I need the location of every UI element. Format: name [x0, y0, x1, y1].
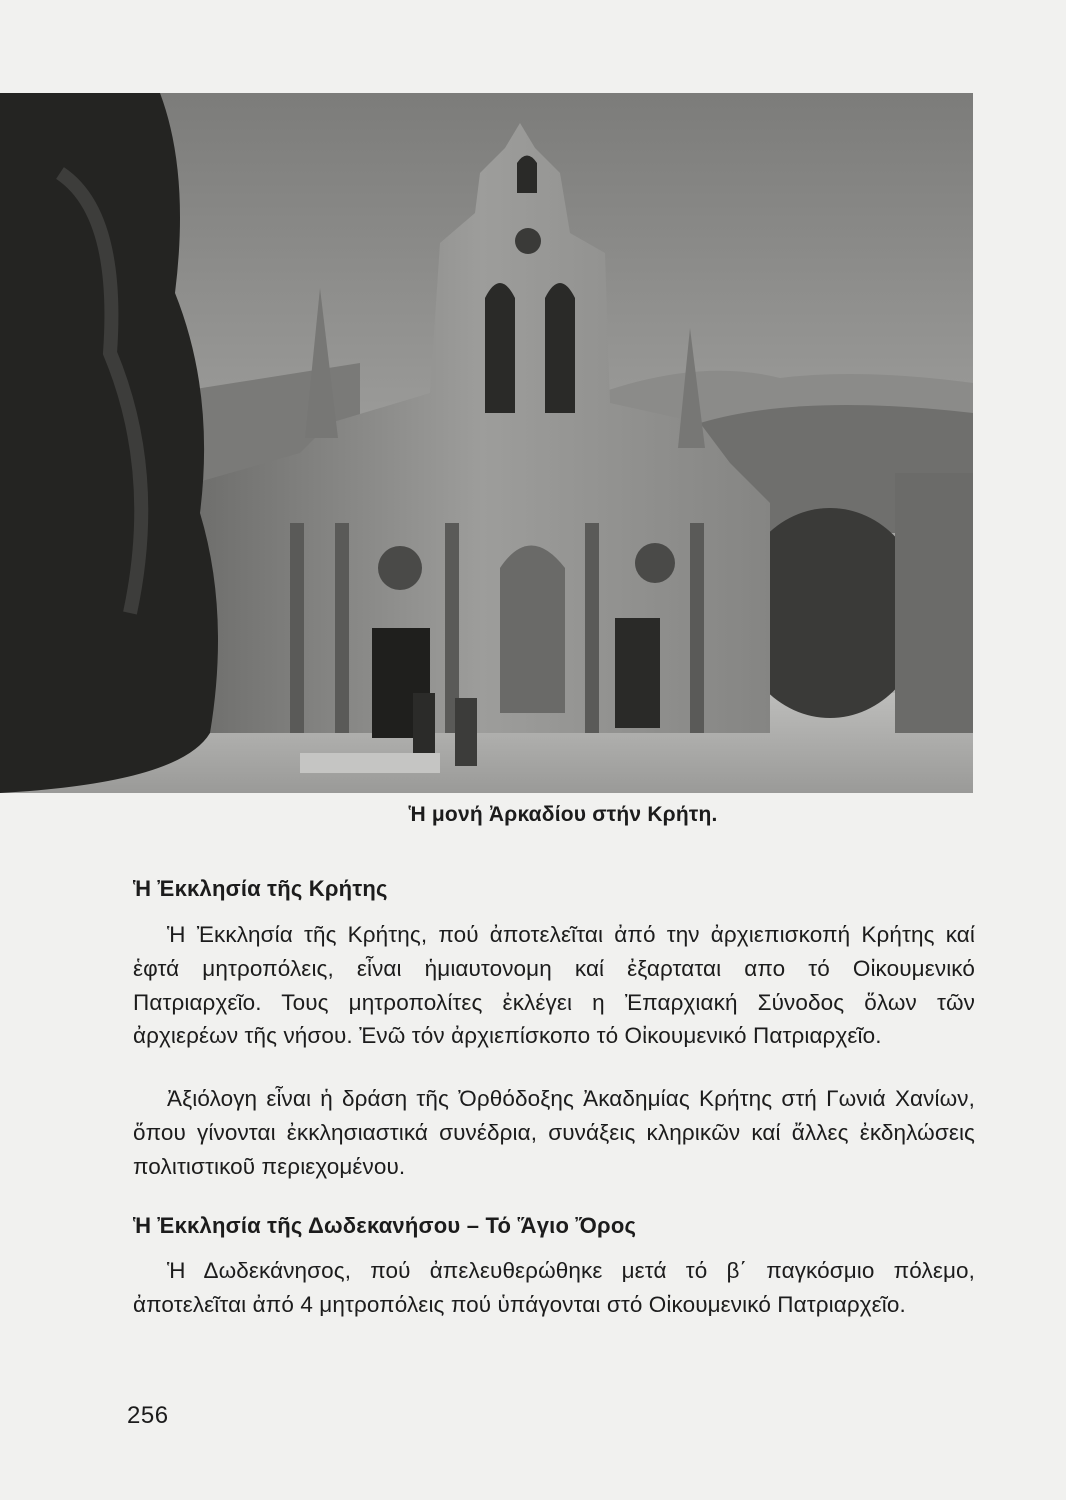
- arkadi-monastery-image: [0, 93, 973, 793]
- paragraph-crete-church: Ἡ Ἐκκλησία τῆς Κρήτης, πού ἀποτελεῖται ἀπό την ἀρχιεπισκοπή Κρήτης καί ἑφτά μητροπόλεις, εἶναι ἡμιαυτονομη καί ἐξαρταται απο τό Οἰκουμενικό Πατριαρχεῖο. Τους μητροπολίτες ἐκλέγει η Ἐπαρχιακή Σύνοδος ὅλων τῶν ἀρχιερέων τῆς νήσου. Ἐνῶ τόν ἀρχιεπίσκοπο τό Οἰκουμενικό Πατριαρχεῖο.: [133, 922, 975, 1049]
- section-heading-dodecanese: Ἡ Ἐκκλησία τῆς Δωδεκανήσου – Τό Ἅγιο Ὄρος: [133, 1213, 637, 1238]
- paragraph-orthodox-academy: Ἀξιόλογη εἶναι ἡ δράση τῆς Ὀρθόδοξης Ἀκαδημίας Κρήτης στή Γωνιά Χανίων, ὅπου γίνονται ἐκκλησιαστικά συνέδρια, συνάξεις κληρικῶν καί ἄλλες ἐκδηλώσεις πολιτιστικοῦ περιεχομένου.: [133, 1086, 975, 1179]
- section-heading-crete: Ἡ Ἐκκλησία τῆς Κρήτης: [133, 876, 388, 901]
- paragraph-dodecanese: Ἡ Δωδεκάνησος, πού ἀπελευθερώθηκε μετά τό β΄ παγκόσμιο πόλεμο, ἀποτελεῖται ἀπό 4 μητροπόλεις πού ὑπάγονται στό Οἰκουμενικό Πατριαρχεῖο.: [133, 1258, 975, 1317]
- page-number: 256: [127, 1402, 169, 1429]
- photo-caption: Ἡ μονή Ἀρκαδίου στήν Κρήτη.: [408, 803, 718, 826]
- monastery-photograph: [0, 93, 973, 793]
